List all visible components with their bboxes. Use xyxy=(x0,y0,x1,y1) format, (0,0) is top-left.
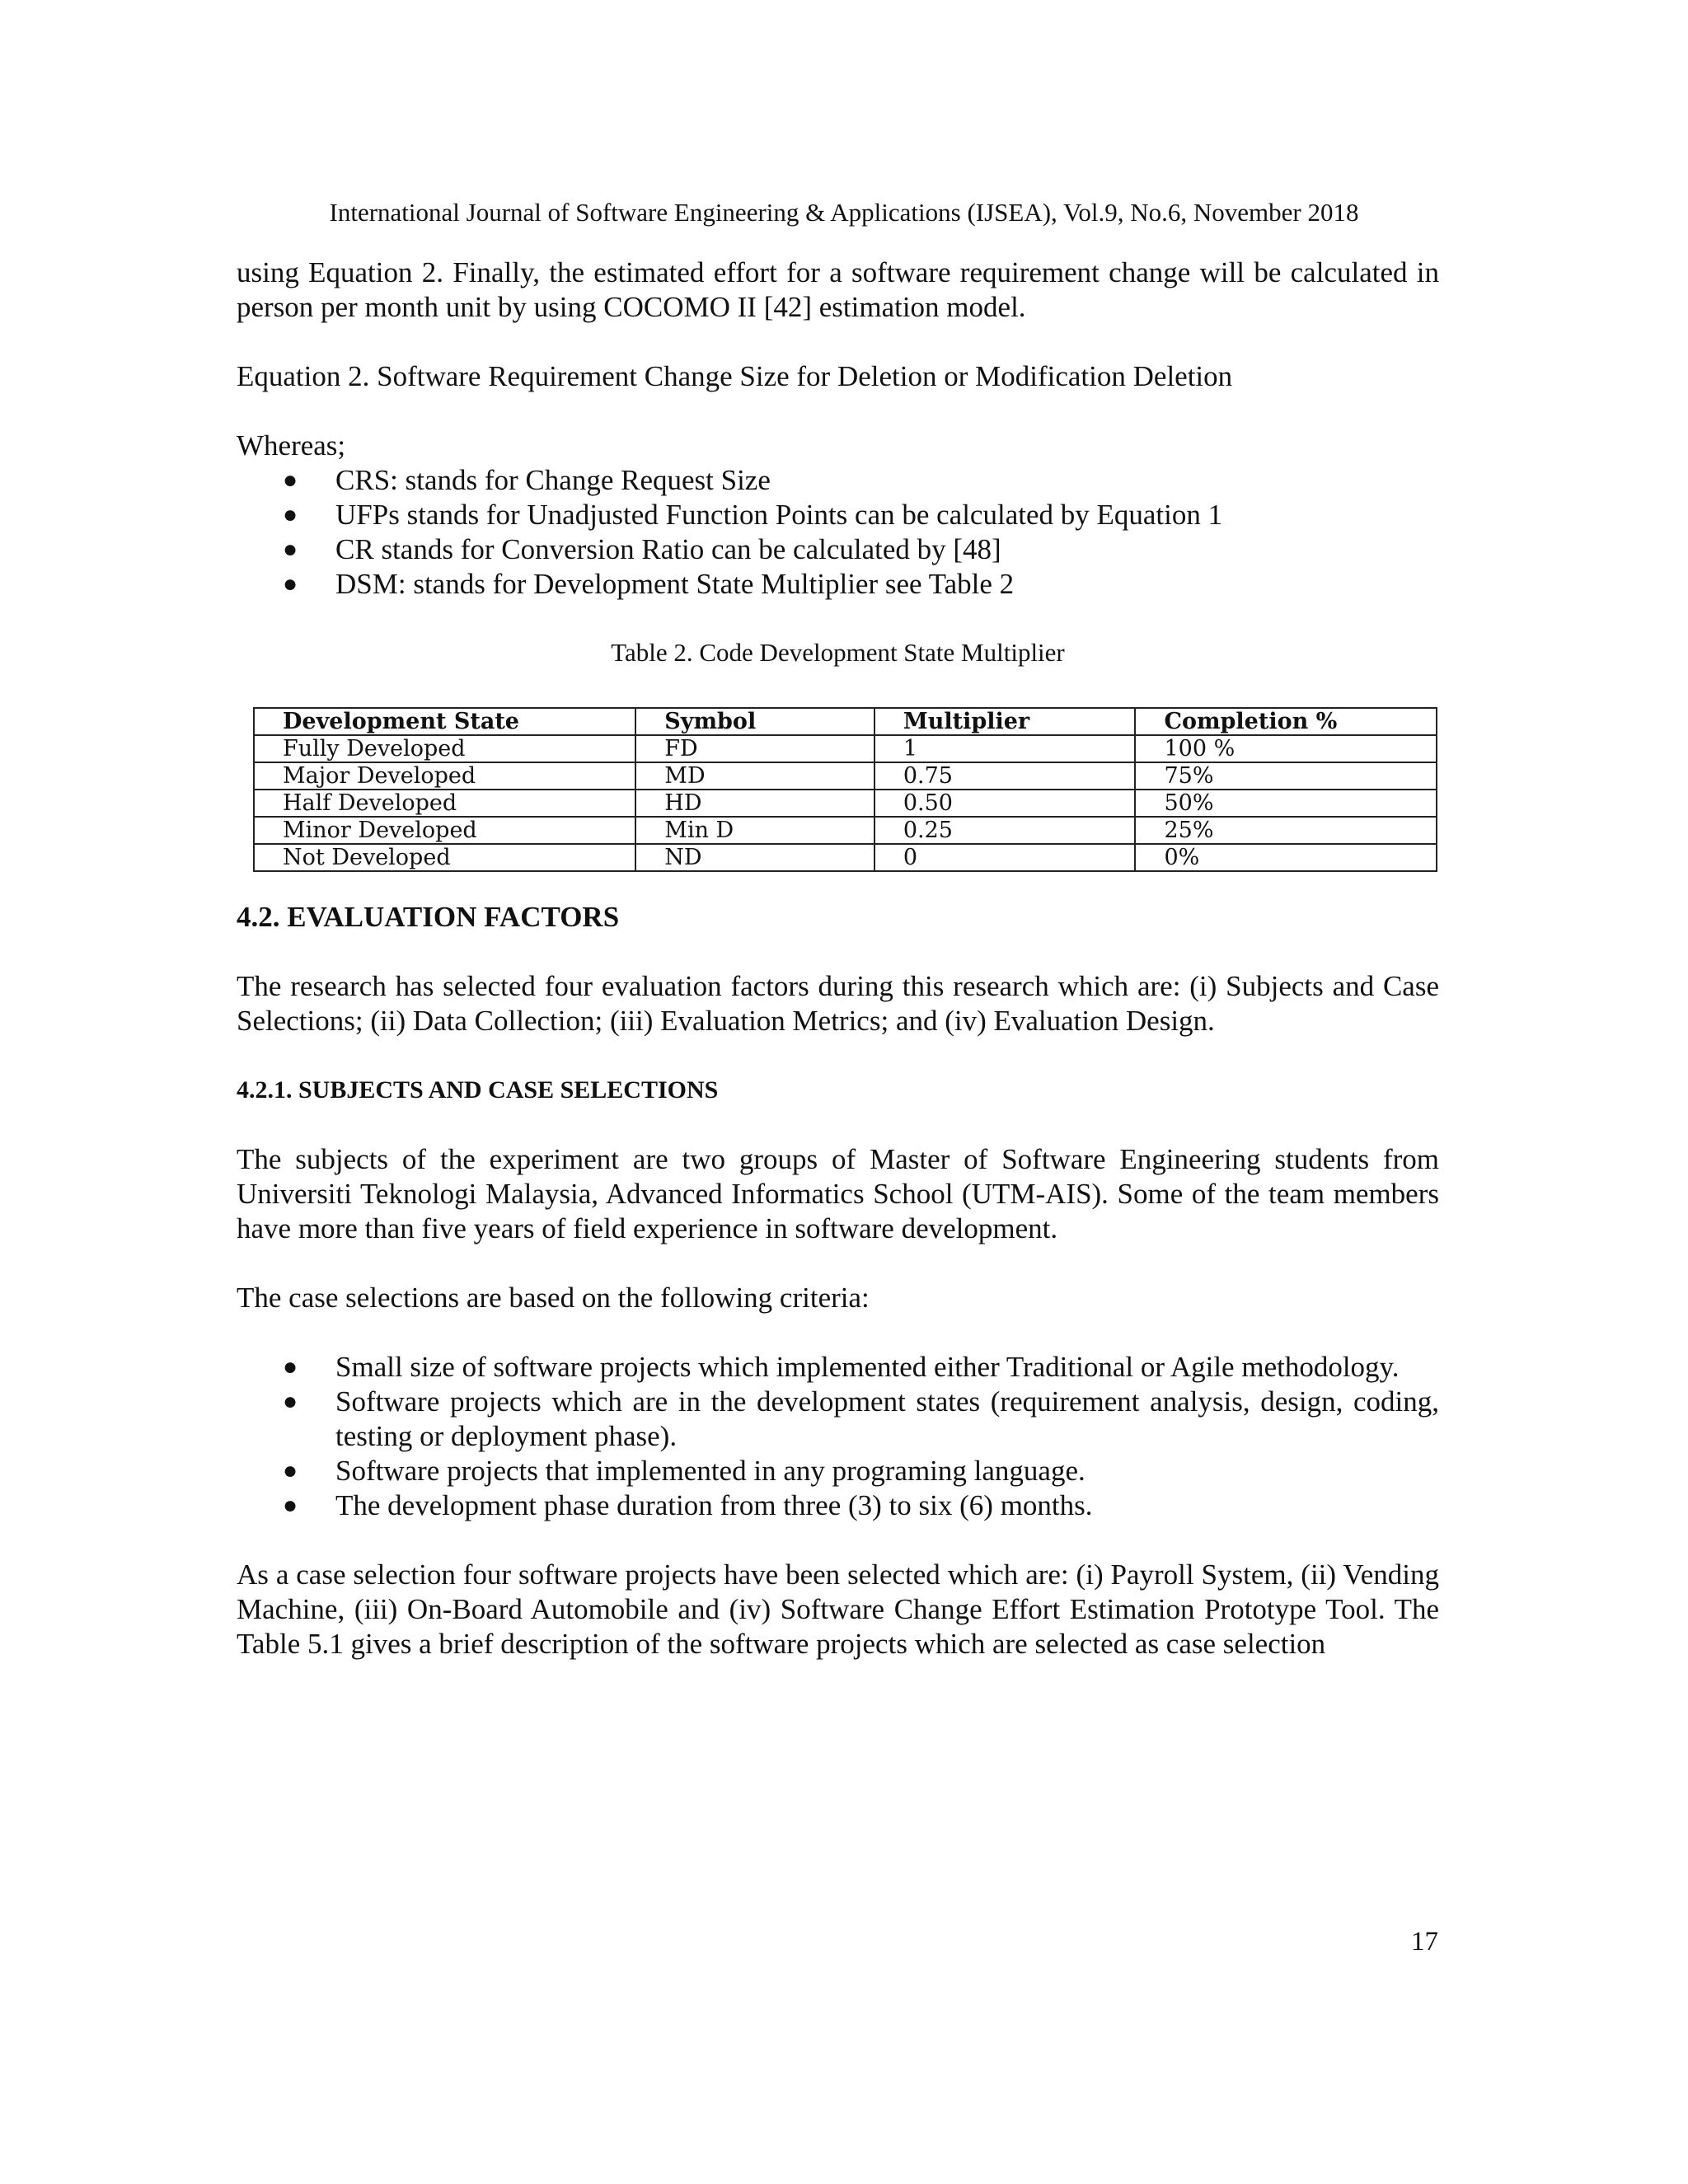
table-cell: MD xyxy=(635,762,874,790)
section-paragraph: The research has selected four evaluation factors during this research which are: (i) Subjects and Case Selections; (ii) Data Collection; (iii) Evaluation Metrics; and (iv) Evaluation Design. xyxy=(237,970,1439,1037)
table-cell: 75% xyxy=(1135,762,1437,790)
table-cell: 0.25 xyxy=(874,817,1136,844)
table-row xyxy=(254,790,1437,817)
list-item: ● The development phase duration from three (3) to six (6) months. xyxy=(283,1489,1093,1521)
table-cell: 25% xyxy=(1135,817,1437,844)
bullet-icon: ● xyxy=(283,1492,298,1519)
section-heading: 4.2. EVALUATION FACTORS xyxy=(237,901,620,933)
table-caption: Table 2. Code Development State Multiplier xyxy=(611,638,1065,667)
criteria-intro: The case selections are based on the following criteria: xyxy=(237,1282,870,1314)
page-content xyxy=(237,255,1439,1696)
bullet-icon: ● xyxy=(283,536,298,563)
case-selection-paragraph: As a case selection four software projects have been selected which are: (i) Payroll System, (ii) Vending Machine, (iii) On-Board Automobile and (iv) Software Change Effort Estimation Prototype Tool. The Table 5.1 gives a brief description of the software projects which are selected as case selection xyxy=(237,1558,1439,1660)
bullet-icon: ● xyxy=(283,501,298,528)
table-cell: Fully Developed xyxy=(254,735,635,762)
table-row xyxy=(254,817,1437,844)
list-item: ● DSM: stands for Development State Multiplier see Table 2 xyxy=(283,568,1015,600)
table-cell: 0 xyxy=(874,844,1136,871)
table-cell: 0.50 xyxy=(874,790,1136,817)
table-header-row xyxy=(254,708,1437,735)
table-cell: Not Developed xyxy=(254,844,635,871)
bullet-icon: ● xyxy=(283,1353,298,1380)
development-state-table xyxy=(253,707,1437,872)
table-cell: 1 xyxy=(874,735,1136,762)
table-cell: Half Developed xyxy=(254,790,635,817)
intro-paragraph: using Equation 2. Finally, the estimated effort for a software requirement change will be calculated in person per month unit by using COCOMO II [42] estimation model. xyxy=(237,256,1439,323)
bullet-icon: ● xyxy=(283,570,298,598)
criteria-list xyxy=(237,1350,1439,1523)
table-cell: 50% xyxy=(1135,790,1437,817)
subjects-paragraph: The subjects of the experiment are two groups of Master of Software Engineering students from Universiti Teknologi Malaysia, Advanced Informatics School (UTM-AIS). Some of the team members have more than five years of field experience in software development. xyxy=(237,1143,1439,1244)
list-item: ● CR stands for Conversion Ratio can be calculated by [48] xyxy=(283,533,1001,565)
table-cell: Min D xyxy=(635,817,874,844)
running-header: International Journal of Software Engineering & Applications (IJSEA), Vol.9, No.6, November 2018 xyxy=(329,198,1359,227)
table-row xyxy=(254,735,1437,762)
table-cell: 0% xyxy=(1135,844,1437,871)
table-cell: HD xyxy=(635,790,874,817)
column-header: Completion % xyxy=(1135,708,1437,735)
subsection-heading: 4.2.1. SUBJECTS AND CASE SELECTIONS xyxy=(237,1076,719,1104)
table-cell: ND xyxy=(635,844,874,871)
table-cell: Major Developed xyxy=(254,762,635,790)
column-header: Multiplier xyxy=(874,708,1136,735)
table-row xyxy=(254,762,1437,790)
bullet-icon: ● xyxy=(283,1457,298,1484)
list-item: ● UFPs stands for Unadjusted Function Points can be calculated by Equation 1 xyxy=(283,499,1223,531)
whereas-label: Whereas; xyxy=(237,429,346,462)
list-item: ● CRS: stands for Change Request Size xyxy=(283,464,771,496)
bullet-icon: ● xyxy=(283,1388,298,1415)
column-header: Development State xyxy=(254,708,635,735)
page-number: 17 xyxy=(1411,1927,1438,1957)
list-item: ● Software projects which are in the development states (requirement analysis, design, coding, testing or deployment phase). xyxy=(283,1385,1439,1452)
variable-definitions-list xyxy=(237,463,1439,602)
table-cell: 0.75 xyxy=(874,762,1136,790)
bullet-icon: ● xyxy=(283,466,298,494)
table-cell: FD xyxy=(635,735,874,762)
list-item: ● Software projects that implemented in any programing language. xyxy=(283,1455,1085,1487)
column-header: Symbol xyxy=(635,708,874,735)
equation-caption: Equation 2. Software Requirement Change Size for Deletion or Modification Deletion xyxy=(237,360,1233,392)
table-row xyxy=(254,844,1437,871)
table-cell: 100 % xyxy=(1135,735,1437,762)
table-cell: Minor Developed xyxy=(254,817,635,844)
list-item: ● Small size of software projects which implemented either Traditional or Agile methodology. xyxy=(283,1351,1400,1383)
